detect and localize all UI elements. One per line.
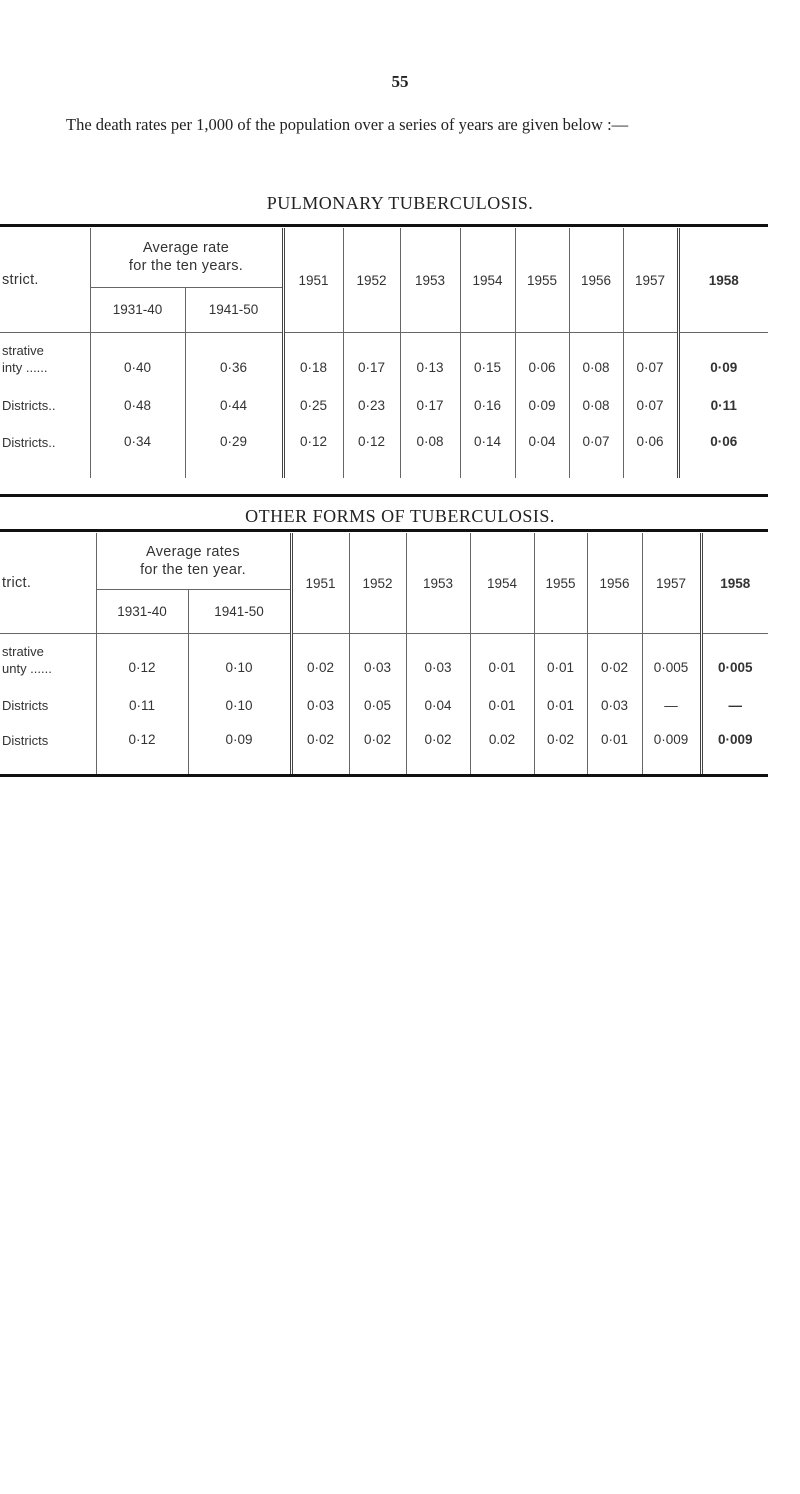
other-top-rule [0,529,768,532]
year-header: 1957 [642,533,701,633]
year-header: 1955 [515,228,569,332]
district-header: strict. [2,272,39,288]
table-cell: 0·009 [642,726,701,774]
row-label: strative unty ...... [2,643,52,676]
table-cell: 0.02 [470,726,534,774]
average-rate-header: Average rates for the ten year. [96,533,291,589]
other-forms-title: OTHER FORMS OF TUBERCULOSIS. [245,506,555,526]
other-forms-table [0,533,768,774]
table-row [0,333,768,386]
table-cell: 0·13 [400,333,460,386]
intro-paragraph [40,112,760,138]
pulmonary-table [0,228,768,478]
table-cell: 0·17 [400,386,460,426]
table-cell: 0·03 [406,634,470,686]
table-cell: 0·08 [569,386,623,426]
year-header: 1953 [406,533,470,633]
row-label: Districts.. [2,434,56,450]
year-header: 1951 [283,228,343,332]
table-cell: 0·48 [90,386,185,426]
table-cell: 0·07 [569,426,623,478]
table-cell: 0·11 [678,386,768,426]
table-cell: 0·40 [90,333,185,386]
table-cell: 0·02 [291,634,349,686]
year-header: 1953 [400,228,460,332]
table-cell: 0·04 [515,426,569,478]
average-rate-header: Average rate for the ten years. [90,228,283,287]
table-cell: 0·25 [283,386,343,426]
table-cell: 0·005 [701,634,768,686]
year-header: 1954 [460,228,515,332]
table-cell: 0·10 [188,634,291,686]
table-cell: 0·005 [642,634,701,686]
table-cell: 0·12 [96,634,188,686]
table-cell: 0·06 [623,426,678,478]
table-cell: 0·01 [470,634,534,686]
table-cell: 0·02 [349,726,406,774]
district-header: trict. [2,575,32,591]
table-row [0,686,768,726]
table-cell: 0·06 [678,426,768,478]
row-label: Districts [2,732,49,748]
table-cell: 0·09 [188,726,291,774]
period-header: 1941-50 [185,287,283,332]
table-cell: 0·02 [534,726,587,774]
page-number: 55 [391,72,409,91]
table-cell: 0·01 [534,686,587,726]
pulmonary-title: PULMONARY TUBERCULOSIS. [266,193,534,213]
table-cell: 0·12 [283,426,343,478]
table-cell: 0·03 [349,634,406,686]
table-cell: — [701,686,768,726]
table-row [0,726,768,774]
table-cell: 0·02 [406,726,470,774]
table-cell: 0·03 [291,686,349,726]
year-header: 1954 [470,533,534,633]
year-header: 1955 [534,533,587,633]
period-header: 1931-40 [90,287,185,332]
table-cell: 0·08 [400,426,460,478]
table-cell: 0·01 [587,726,642,774]
table-cell: 0·009 [701,726,768,774]
year-header: 1952 [349,533,406,633]
table-cell: — [642,686,701,726]
table-cell: 0·36 [185,333,283,386]
table-cell: 0·06 [515,333,569,386]
year-header: 1958 [701,533,768,633]
table-cell: 0·17 [343,333,400,386]
row-label: Districts.. [2,398,56,413]
table-cell: 0·29 [185,426,283,478]
pulmonary-bottom-rule [0,494,768,497]
table-row [0,426,768,478]
table-cell: 0·09 [678,333,768,386]
period-header: 1931-40 [96,589,188,633]
table-cell: 0·07 [623,333,678,386]
year-header: 1956 [587,533,642,633]
year-header: 1952 [343,228,400,332]
table-cell: 0·03 [587,686,642,726]
table-cell: 0·16 [460,386,515,426]
other-bottom-rule [0,774,768,777]
period-header: 1941-50 [188,589,291,633]
table-cell: 0·23 [343,386,400,426]
table-row [0,634,768,686]
table-cell: 0·02 [587,634,642,686]
table-cell: 0·01 [534,634,587,686]
table-cell: 0·15 [460,333,515,386]
year-header: 1957 [623,228,678,332]
table-cell: 0·04 [406,686,470,726]
table-row [0,386,768,426]
table-cell: 0·08 [569,333,623,386]
table-cell: 0·01 [470,686,534,726]
table-cell: 0·10 [188,686,291,726]
table-cell: 0·12 [343,426,400,478]
row-label: strative inty ...... [2,343,48,376]
pulmonary-top-rule [0,224,768,227]
intro-text: The death rates per 1,000 of the population over a series of years are given below :— [66,115,629,134]
year-header: 1958 [678,228,768,332]
table-cell: 0·09 [515,386,569,426]
year-header: 1951 [291,533,349,633]
table-cell: 0·44 [185,386,283,426]
table-cell: 0·34 [90,426,185,478]
table-cell: 0·11 [96,686,188,726]
year-header: 1956 [569,228,623,332]
table-cell: 0·07 [623,386,678,426]
table-cell: 0·12 [96,726,188,774]
table-cell: 0·14 [460,426,515,478]
table-cell: 0·05 [349,686,406,726]
table-cell: 0·18 [283,333,343,386]
table-cell: 0·02 [291,726,349,774]
row-label: Districts [2,698,49,713]
